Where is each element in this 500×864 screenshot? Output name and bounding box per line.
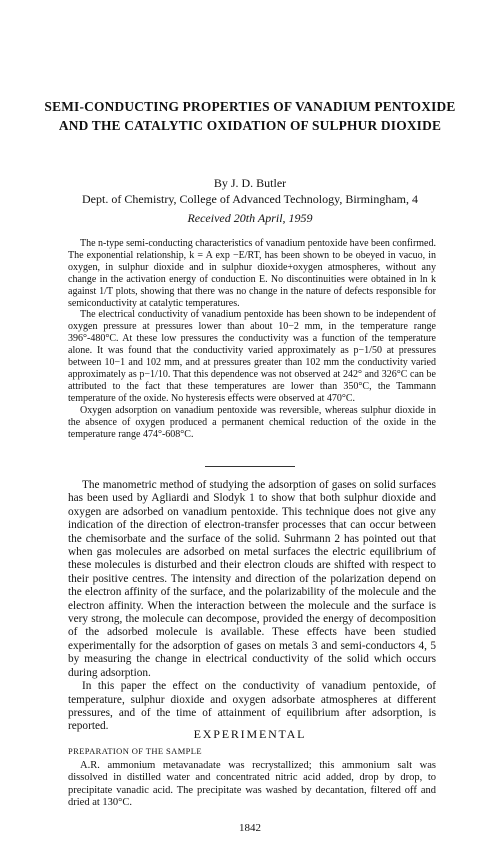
- body-paragraph: The manometric method of studying the adsorption of gases on solid surfaces has been used by Agliardi and Slodyk 1 to show that both sulphur dioxide and oxygen are adsorbed on vanadium pentoxide. This technique does not give any indication of the direction of electron-transfer processes that can occur between the chemisorbate and the surface of the solid. Suhrmann 2 has pointed out that when gas molecules are adsorbed on metal surfaces the electric equilibrium of these molecules is disturbed and their electron clouds are shifted with respect to their positive centres. The intensity and direction of the polarization depend on the electron affinity of the surface, and the polarizability of the molecule and the electron affinity. When the interaction between the molecule and the surface is very strong, the molecule can decompose, provided the energy of decomposition of the adsorbed molecule is available. These effects have been studied experimentally for the adsorption of gases on metals 3 and semi-conductors 4, 5 by measuring the change in electrical conductivity of the solid which occurs during adsorption.: [68, 479, 436, 679]
- body-paragraph: A.R. ammonium metavanadate was recrystallized; this ammonium salt was dissolved in distilled water and concentrated nitric acid added, drop by drop, to precipitate vanadic acid. The precipitate was washed by decantation, filtered off and dried at 130°C.: [68, 760, 436, 809]
- body-paragraph: In this paper the effect on the conductivity of vanadium pentoxide, of temperature, sulphur dioxide and oxygen adsorbate atmospheres at different pressures, and of the time of attainment of equilibrium after adsorption, is reported.: [68, 680, 436, 733]
- abstract-paragraph: The electrical conductivity of vanadium pentoxide has been shown to be independent of oxygen pressure at pressures lower than about 10−2 mm, in the temperature range 396°-480°C. At these low pressures the conductivity was a function of the temperature alone. It was found that the conductivity varied approximately as p−1/50 at pressures between 10−1 and 102 mm, and at pressures greater than 102 mm the conductivity varied approximately as p−1/10. That this dependence was not observed at 242° and 326°C can be attributed to the fact that these temperatures are lower than 350°C, the Tammann temperature of the oxide. No hysteresis effects were observed at 470°C.: [68, 309, 436, 404]
- subsection-heading: PREPARATION OF THE SAMPLE: [68, 746, 202, 756]
- section-divider: [205, 466, 295, 467]
- page-number: 1842: [239, 822, 261, 834]
- abstract-paragraph: Oxygen adsorption on vanadium pentoxide was reversible, whereas sulphur dioxide in the absence of oxygen produced a permanent chemical reduction of the oxide in the temperature range 474°-608°C.: [68, 404, 436, 440]
- abstract: [68, 238, 436, 440]
- article-title: SEMI-CONDUCTING PROPERTIES OF VANADIUM PENTOXIDE AND THE CATALYTIC OXIDATION OF SULPHUR DIOXIDE: [44, 99, 456, 133]
- introduction: [68, 479, 436, 734]
- sample-preparation: [68, 760, 436, 810]
- received-date: Received 20th April, 1959: [187, 211, 313, 225]
- abstract-paragraph: The n-type semi-conducting characteristics of vanadium pentoxide have been confirmed. The exponential relationship, k = A exp −E/RT, has been shown to be obeyed in vacuo, in oxygen, in sulphur dioxide and in sulphur dioxide+oxygen atmospheres, without any change in the activation energy of conduction E. No discontinuities were obtained in ln k against 1/T plots, showing that there was no change in the nature of defects responsible for semiconductivity at catalytic temperatures.: [68, 238, 436, 309]
- author-line: By J. D. Butler: [213, 176, 287, 190]
- affiliation: Dept. of Chemistry, College of Advanced Technology, Birmingham, 4: [82, 192, 418, 206]
- section-heading: EXPERIMENTAL: [193, 727, 307, 741]
